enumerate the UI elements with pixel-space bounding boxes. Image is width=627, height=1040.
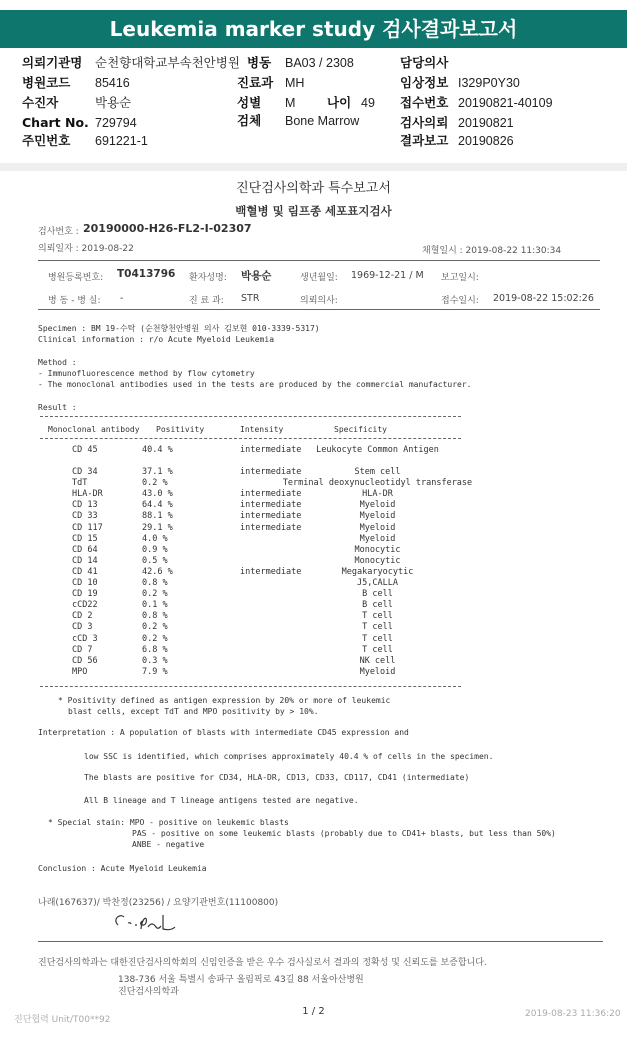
cell-antibody: MPO — [72, 666, 88, 677]
cell-positivity: 0.2 % — [142, 478, 168, 489]
receipt-label: 접수일시: — [441, 296, 479, 306]
dob-value: 1969-12-21 / M — [351, 270, 424, 281]
cell-positivity: 40.4 % — [142, 445, 173, 455]
clinical-info-value: I329P0Y30 — [458, 76, 520, 90]
ward-value: - — [120, 293, 124, 304]
cell-positivity: 0.8 % — [142, 611, 168, 622]
specimen-value: Bone Marrow — [285, 114, 360, 128]
cell-antibody: CD 64 — [72, 544, 98, 555]
cell-specificity: Monocytic — [354, 544, 401, 555]
patient-name-label: 환자성명: — [189, 273, 227, 283]
cell-positivity: 6.8 % — [142, 644, 168, 655]
clinical-info-label: 임상정보 — [400, 75, 449, 90]
cell-specificity: Terminal deoxynucleotidyl transferase — [282, 478, 473, 489]
cell-specificity: B cell — [362, 600, 393, 611]
cell-antibody: CD 45 — [72, 445, 98, 455]
footnote-line-1: * Positivity defined as antigen expression by 20% or more of leukemic — [58, 696, 391, 705]
cell-antibody: CD 3 — [72, 622, 93, 633]
specimen-line: Specimen : BM 19-수탁 (순천향천안병원 의사 김보현 010-3339-5317) — [38, 324, 320, 333]
special-stain-line-2: PAS - positive on some leukemic blasts (probably due to CD41+ blasts, but less than 50%) — [132, 829, 556, 838]
cell-antibody: TdT — [72, 478, 88, 489]
banner-title: Leukemia marker study 검사결과보고서 — [109, 17, 518, 41]
doctor-label: 의뢰의사: — [300, 296, 338, 306]
report-banner — [0, 10, 627, 48]
request-date-value: 20190821 — [458, 116, 514, 130]
request-date-label: 검사의뢰 — [400, 115, 449, 130]
specimen-label: 검체 — [237, 113, 262, 128]
interpretation-line-1: Interpretation : A population of blasts with intermediate CD45 expression and — [38, 728, 409, 737]
page-number: 1 / 2 — [302, 1006, 325, 1017]
cell-positivity: 0.1 % — [142, 600, 168, 611]
cell-specificity: Myeloid — [359, 666, 396, 677]
cell-specificity: Leukocyte Common Antigen — [316, 445, 439, 455]
cell-specificity: NK cell — [359, 655, 396, 666]
cell-antibody: cCD22 — [72, 600, 98, 611]
cell-specificity: Stem cell — [354, 467, 401, 477]
signers-line: 나래(167637)/ 박찬정(23256) / 요양기관번호(11100800) — [38, 898, 279, 908]
dept-value: MH — [285, 76, 305, 90]
report-date-label: 보고일시: — [441, 273, 479, 283]
special-stain-line-3: ANBE - negative — [132, 840, 205, 849]
cell-antibody: HLA-DR — [72, 489, 103, 500]
ssn-label: 주민번호 — [22, 133, 71, 148]
age-value: 49 — [361, 96, 375, 110]
cell-positivity: 29.1 % — [142, 522, 173, 533]
receipt-value: 2019-08-22 15:02:26 — [493, 293, 594, 304]
table-divider — [40, 686, 461, 687]
cell-intensity: intermediate — [240, 489, 302, 500]
cell-intensity: intermediate — [240, 522, 302, 533]
cell-specificity: T cell — [362, 644, 393, 655]
cell-specificity: T cell — [362, 633, 393, 644]
footer-certification: 진단검사의학과는 대한진단검사의학회의 신임인증을 받은 우수 검사실로서 결과의 정확성 및 신뢰도를 보증합니다. — [38, 958, 487, 968]
footer-department: 진단검사의학과 — [118, 987, 179, 997]
collect-date-line: 채혈일시 : 2019-08-22 11:30:34 — [422, 246, 562, 256]
cell-antibody: CD 10 — [72, 578, 98, 588]
cell-antibody: CD 41 — [72, 566, 98, 577]
institution-label: 의뢰기관명 — [22, 55, 83, 70]
table-divider — [40, 438, 461, 439]
cell-antibody: CD 2 — [72, 611, 93, 622]
patient-value: 박용순 — [95, 96, 132, 110]
cell-positivity: 37.1 % — [142, 467, 173, 477]
cell-antibody: CD 13 — [72, 500, 98, 511]
cell-positivity: 42.6 % — [142, 566, 173, 577]
receipt-no-value: 20190821-40109 — [458, 96, 553, 110]
cell-specificity: Megakaryocytic — [341, 566, 414, 577]
cell-antibody: CD 7 — [72, 644, 93, 655]
interpretation-line-3: The blasts are positive for CD34, HLA-DR, CD13, CD33, CD117, CD41 (intermediate) — [84, 773, 470, 782]
footer-left-stamp: 진단협력 Unit/T00**92 — [14, 1015, 111, 1025]
cell-positivity: 64.4 % — [142, 500, 173, 511]
table-divider — [40, 416, 461, 417]
interpretation-line-4: All B lineage and T lineage antigens tested are negative. — [84, 796, 359, 805]
reg-no-label: 병원등록번호: — [48, 273, 104, 283]
dept-value: STR — [241, 293, 260, 304]
report-subtitle: 백혈병 및 림프종 세포표지검사 — [235, 204, 392, 218]
col-antibody: Monoclonal antibody — [48, 425, 140, 434]
institution-value: 순천향대학교부속천안병원 — [95, 56, 240, 70]
cell-positivity: 0.2 % — [142, 622, 168, 633]
hospital-code-value: 85416 — [95, 76, 130, 90]
report-date-label: 결과보고 — [400, 133, 449, 148]
dept-label: 진 료 과: — [189, 296, 224, 306]
cell-intensity: intermediate — [240, 467, 302, 477]
exam-no-label: 검사번호 : — [38, 227, 79, 237]
cell-positivity: 0.2 % — [142, 589, 168, 600]
cell-specificity: Myeloid — [359, 500, 396, 511]
footer-address: 138-736 서울 특별시 송파구 올림픽로 43길 88 서울아산병원 — [118, 975, 364, 985]
cell-positivity: 0.2 % — [142, 633, 168, 644]
cell-specificity: Myeloid — [359, 533, 396, 544]
cell-antibody: CD 33 — [72, 511, 98, 522]
cell-antibody: CD 15 — [72, 533, 98, 544]
doctor-label: 담당의사 — [400, 55, 449, 70]
cell-specificity: B cell — [362, 589, 393, 600]
special-stain-line-1: * Special stain: MPO - positive on leukemic blasts — [48, 818, 289, 827]
divider-line — [38, 309, 600, 310]
ward-value: BA03 / 2308 — [285, 56, 354, 70]
ward-label: 병동 — [247, 55, 272, 70]
chart-no-value: 729794 — [95, 116, 137, 130]
receipt-no-label: 접수번호 — [400, 95, 449, 110]
cell-intensity: intermediate — [240, 445, 302, 455]
method-head: Method : — [38, 358, 77, 367]
cell-specificity: T cell — [362, 611, 393, 622]
sex-label: 성별 — [237, 95, 262, 110]
age-label: 나이 — [327, 95, 352, 110]
reg-no-value: T0413796 — [117, 268, 176, 280]
header-separator — [0, 163, 627, 171]
col-positivity: Positivity — [156, 425, 205, 434]
patient-name-value: 박용순 — [241, 270, 272, 282]
ward-label: 병 동 - 병 실: — [48, 296, 101, 306]
cell-specificity: J5,CALLA — [357, 578, 398, 588]
hospital-code-label: 병원코드 — [22, 75, 71, 90]
report-title: 진단검사의학과 특수보고서 — [236, 181, 391, 196]
cell-antibody: CD 14 — [72, 555, 98, 566]
clinical-line: Clinical information : r/o Acute Myeloid Leukemia — [38, 335, 275, 344]
cell-antibody: CD 56 — [72, 655, 98, 666]
interpretation-line-2: low SSC is identified, which comprises approximately 40.4 % of cells in the specimen. — [84, 752, 494, 761]
request-date-line: 의뢰일자 : 2019-08-22 — [38, 244, 134, 254]
signature-image — [108, 909, 198, 935]
chart-no-label: Chart No. — [22, 115, 89, 130]
cell-positivity: 0.3 % — [142, 655, 168, 666]
patient-label: 수진자 — [22, 95, 59, 110]
cell-intensity: intermediate — [240, 511, 302, 522]
col-intensity: Intensity — [240, 425, 284, 434]
dept-label: 진료과 — [237, 75, 274, 90]
result-head: Result : — [38, 403, 77, 412]
cell-positivity: 0.5 % — [142, 555, 168, 566]
cell-intensity: intermediate — [240, 500, 302, 511]
cell-antibody: CD 117 — [72, 522, 103, 533]
cell-positivity: 4.0 % — [142, 533, 168, 544]
cell-positivity: 88.1 % — [142, 511, 173, 522]
cell-intensity: intermediate — [240, 566, 302, 577]
dob-label: 생년월일: — [300, 273, 338, 283]
ssn-value: 691221-1 — [95, 134, 148, 148]
scanned-report — [0, 171, 627, 1040]
conclusion-line: Conclusion : Acute Myeloid Leukemia — [38, 864, 207, 873]
cell-positivity: 0.8 % — [142, 578, 168, 588]
method-line-1: - Immunofluorescence method by flow cytometry — [38, 369, 255, 378]
cell-positivity: 7.9 % — [142, 666, 168, 677]
exam-no-value: 20190000-H26-FL2-I-02307 — [83, 222, 252, 235]
col-specificity: Specificity — [334, 425, 387, 434]
cell-specificity: HLA-DR — [362, 489, 393, 500]
cell-positivity: 0.9 % — [142, 544, 168, 555]
footer-divider — [38, 941, 603, 942]
report-date-value: 20190826 — [458, 134, 514, 148]
cell-antibody: CD 19 — [72, 589, 98, 600]
cell-specificity: Monocytic — [354, 555, 401, 566]
footer-right-stamp: 2019-08-23 11:36:20 — [525, 1009, 621, 1019]
footnote-line-2: blast cells, except TdT and MPO positivity by > 10%. — [68, 707, 319, 716]
cell-specificity: T cell — [362, 622, 393, 633]
cell-antibody: cCD 3 — [72, 633, 98, 644]
method-line-2: - The monoclonal antibodies used in the tests are produced by the commercial manufacturer. — [38, 380, 472, 389]
cell-specificity: Myeloid — [359, 511, 396, 522]
cell-antibody: CD 34 — [72, 467, 98, 477]
divider-line — [38, 260, 600, 261]
cell-positivity: 43.0 % — [142, 489, 173, 500]
cell-specificity: Myeloid — [359, 522, 396, 533]
sex-value: M — [285, 96, 296, 110]
